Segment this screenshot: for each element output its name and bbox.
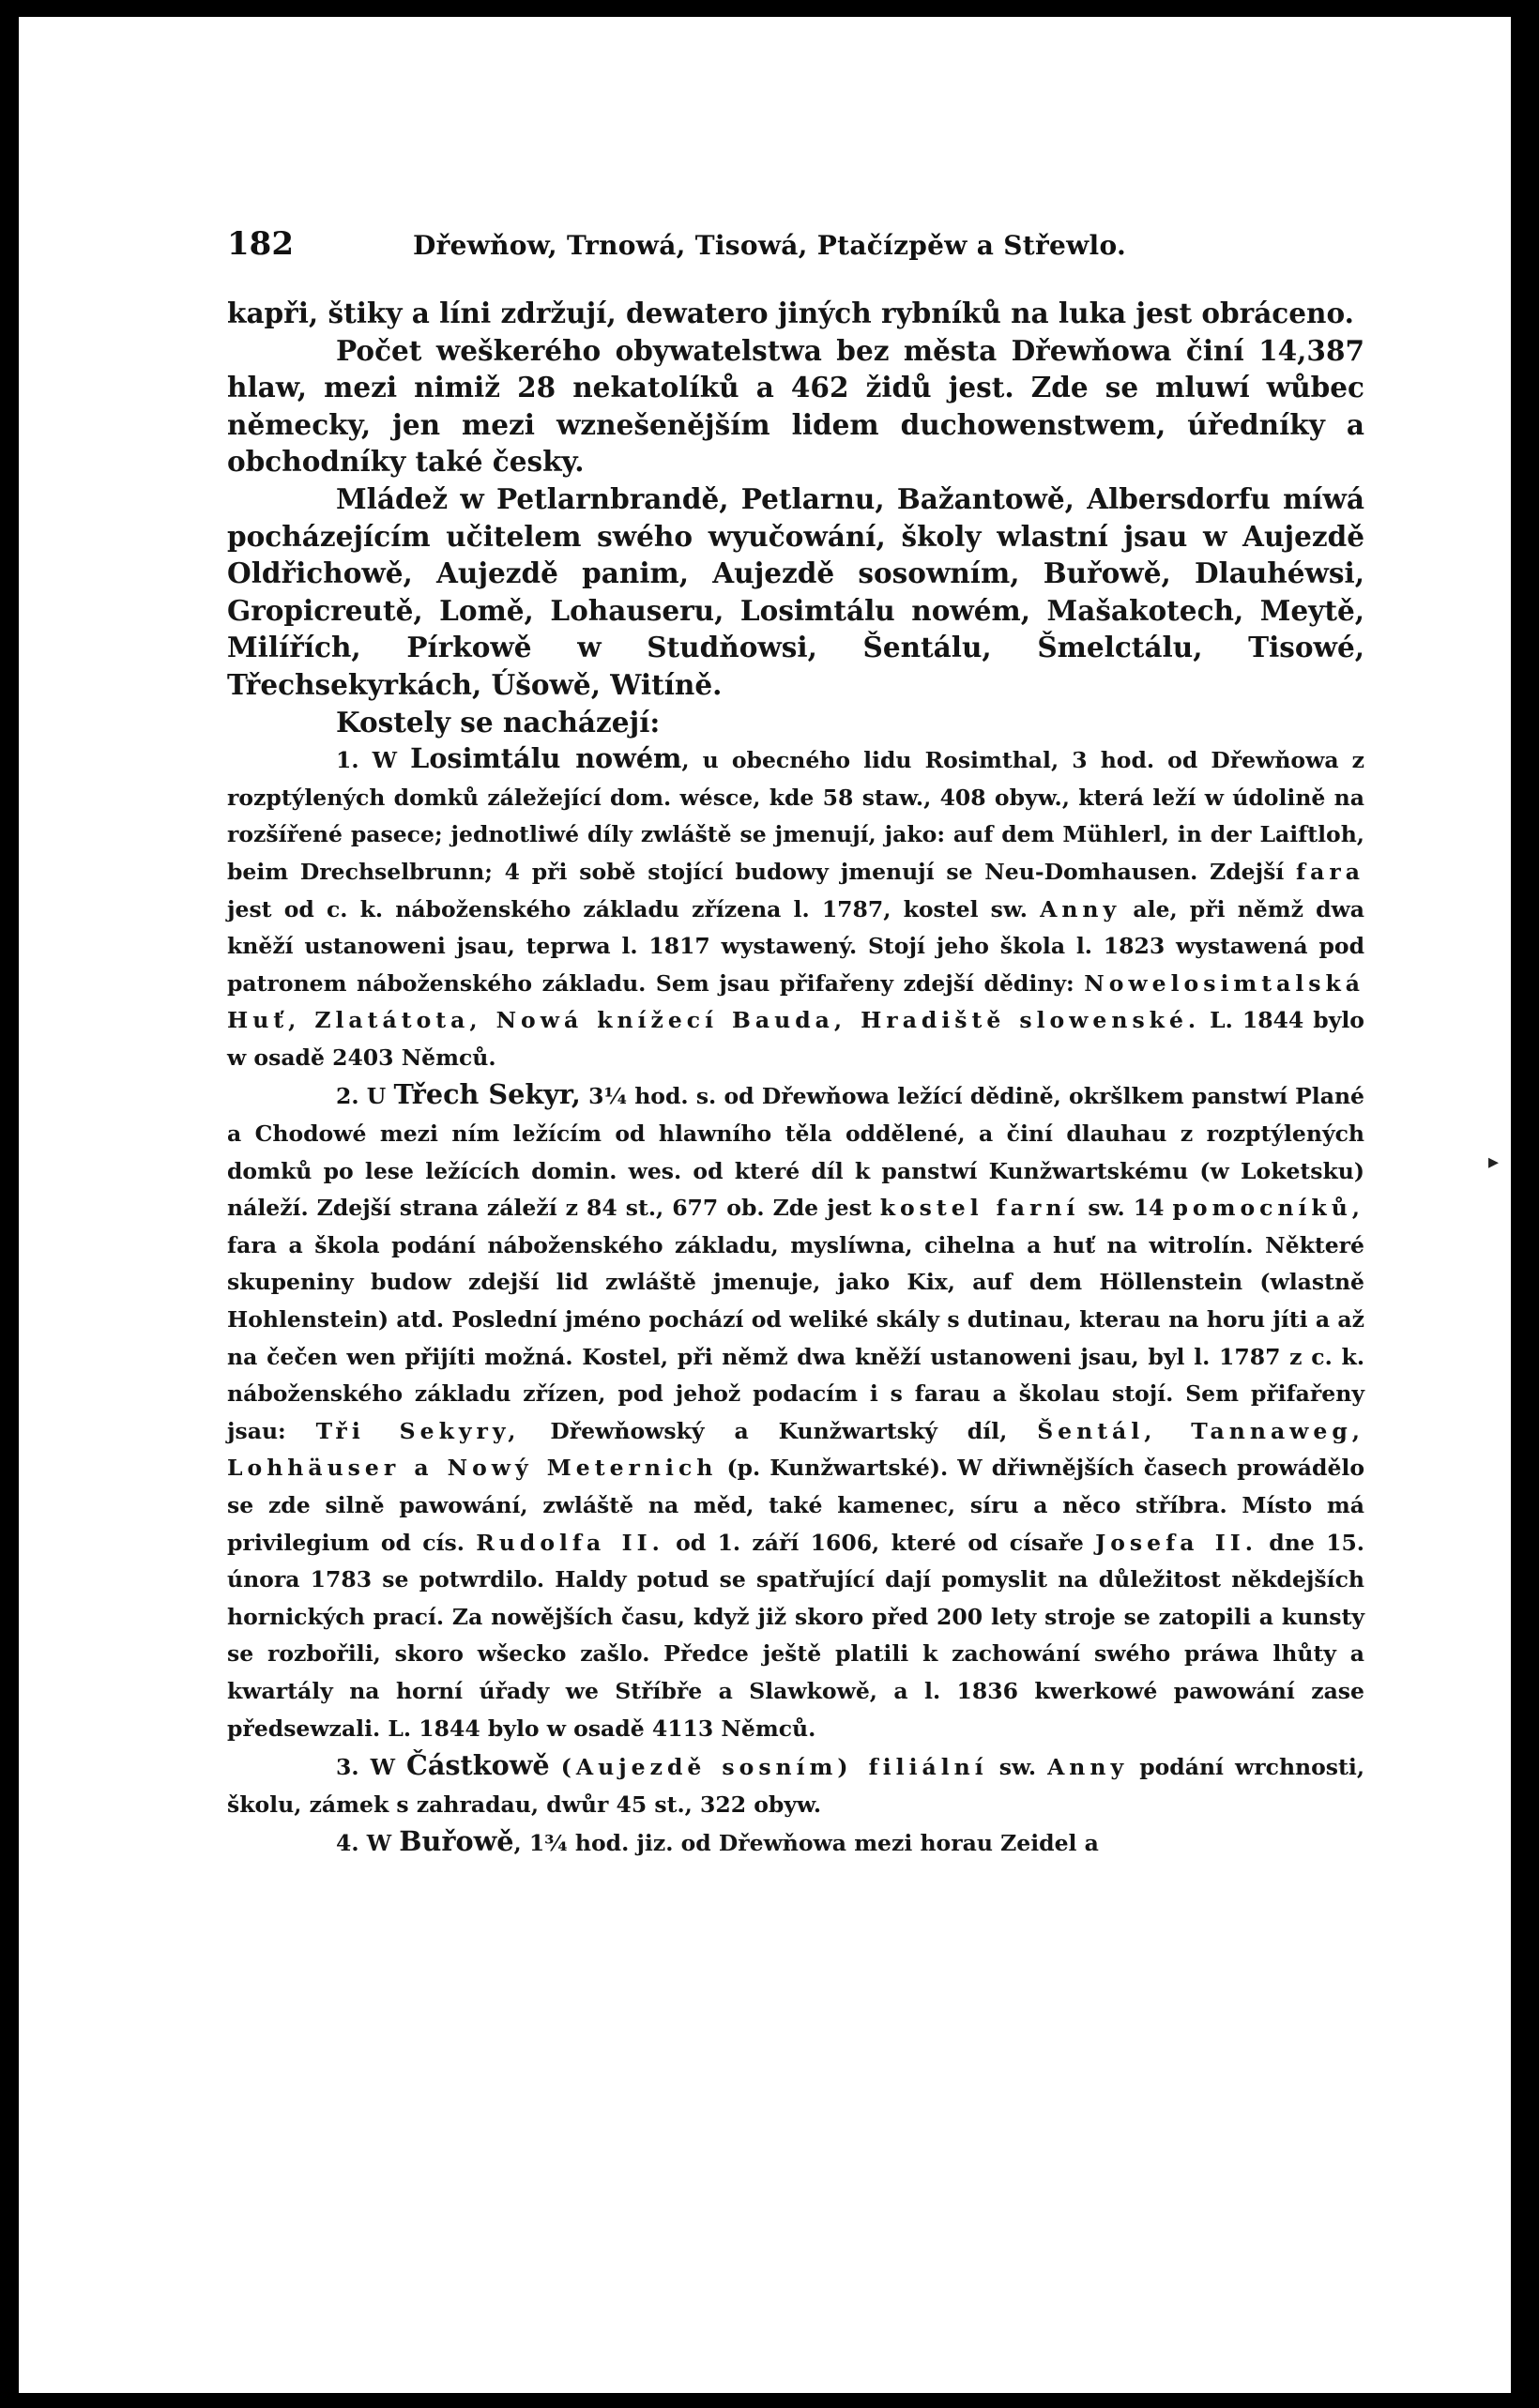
entry-place-name: Částkowě — [406, 1749, 550, 1782]
entry-trech-sekyr — [227, 1076, 1364, 1747]
entry-text: podání wrchnosti, školu, zámek s zahradau, dwůr 45 st., 322 obyw. — [227, 1754, 1364, 1818]
body-text — [227, 295, 1364, 1863]
page-number: 182 — [227, 225, 294, 263]
running-head: Dřewňow, Trnowá, Tisowá, Ptačízpěw a Střewlo. — [413, 230, 1127, 261]
entry-text: Dřewňowský a Kunžwartský díl, — [550, 1417, 1008, 1444]
entry-spaced-text: pomocníků, — [1172, 1195, 1364, 1222]
entry-number: 4. W — [336, 1830, 392, 1857]
entry-text: , 1¾ hod. jiz. od Dřewňowa mezi horau Zeidel a — [513, 1830, 1099, 1857]
margin-mark-icon: ▸ — [1488, 1151, 1500, 1174]
entry-castkowe — [227, 1747, 1364, 1823]
entry-text: sw. — [998, 1754, 1037, 1781]
page-header — [227, 225, 1363, 263]
entry-spaced-text: fara — [1296, 858, 1364, 885]
entry-place-name: Buřowě — [399, 1825, 514, 1858]
entry-spaced-text: Josefa II. — [1095, 1529, 1257, 1556]
entry-text: ale, při němž dwa kněží ustanoweni jsau, teprwa l. 1817 wystawený. Stojí jeho škola l. 1823 wystawená pod patronem náboženského základu. Sem jsau přifařeny zdejší dědiny: — [227, 895, 1364, 997]
entry-spaced-text: Nowelosimtalská Huť, Zlatátota, Nowá knížecí Bauda, Hradiště slowenské. — [227, 969, 1364, 1034]
entry-spaced-text: Tři Sekyry, — [315, 1417, 521, 1444]
entry-text: fara a škola podání náboženského základu, myslíwna, cihelna a huť na witrolín. Některé skupeniny budow zdejší lid zwláště jmenuje, jako Kix, auf dem Höllenstein (wlastně Hohlenstein) atd. Poslední jméno pochází od weliké skály s dutinau, kterau na horu jíti a až na čečen wen přijíti možná. Kostel, při němž dwa kněží ustanoweni jsau, byl l. 1787 z c. k. náboženského základu zřízen, pod jehož podacím i s farau a školau stojí. Sem přifařeny jsau: — [227, 1231, 1364, 1444]
entry-text: od 1. září 1606, které od císaře — [676, 1529, 1084, 1556]
entry-text: 3¼ hod. s. od Dřewňowa ležící dědině, okršlkem panstwí Plané a Chodowé mezi ním ležícím od hlawního těla oddělené, a činí dlauhau z rozptýlených domků po lese ležících domin. wes. od které díl k panstwí Kunžwartskému (w Loketsku) náleží. Zdejší strana záleží z 84 st., 677 ob. Zde jest — [227, 1083, 1364, 1222]
entry-spaced-text: Anny — [1047, 1754, 1129, 1781]
entry-burowe — [227, 1823, 1364, 1863]
entry-place-name: Třech Sekyr, — [393, 1078, 581, 1111]
paragraph-fish-ponds: kapři, štiky a líni zdržují, dewatero jiných rybníků na luka jest obráceno. — [227, 297, 1354, 329]
entry-text: sw. 14 — [1088, 1195, 1165, 1222]
book-page — [19, 17, 1511, 2393]
paragraph-schools: Mládež w Petlarnbrandě, Petlarnu, Bažantowě, Albersdorfu míwá pocházejícím učitelem swého wyučowání, školy wlastní jsau w Aujezdě Oldřichowě, Aujezdě panim, Aujezdě sosowním, Buřowě, Dlauhéwsi, Gropicreutě, Lomě, Lohauseru, Losimtálu nowém, Mašakotech, Meytě, Milířích, Pírkowě w Studňowsi, Šentálu, Šmelctálu, Tisowé, Třechsekyrkách, Úšowě, Witíně. — [227, 481, 1364, 701]
entry-losimtal — [227, 740, 1364, 1076]
paragraph-population: Počet weškerého obywatelstwa bez města Dřewňowa činí 14,387 hlaw, mezi nimiž 28 nekatolíků a 462 židů jest. Zde se mluwí wůbec německy, jen mezi wznešenějším lidem duchowenstwem, úředníky a obchodníky také česky. — [227, 333, 1364, 479]
entry-number: 3. W — [336, 1754, 395, 1781]
entry-text: jest od c. k. náboženského základu zřízena l. 1787, kostel sw. — [227, 895, 1028, 922]
entry-number: 1. W — [336, 747, 398, 774]
entry-text: dne 15. února 1783 se potwrdilo. Haldy potud se spatřující dají pomyslit na důležitost někdejších hornických prací. Za nowějších času, když již skoro před 200 lety stroje se zatopili a kunsty se rozbořili, skoro wšecko zašlo. Předce ještě platili k zachowání swého práwa lhůty a kwartály na horní úřady we Stříbře a Slawkowě, a l. 1836 kwerkowé pawowání zase předsewzali. L. 1844 bylo w osadě 4113 Němců. — [227, 1529, 1364, 1742]
entry-spaced-text: Šentál, Tannaweg, Lohhäuser a Nowý Meternich — [227, 1417, 1364, 1482]
entry-text: L. 1844 bylo w osadě 2403 Němců. — [227, 1007, 1364, 1071]
entry-spaced-text: Anny — [1040, 895, 1121, 922]
churches-heading: Kostely se nacházejí: — [336, 705, 661, 739]
entry-text: (p. Kunžwartské). W dřiwnějších časech prowádělo se zde silně pawowání, zwláště na měd, také kamenec, síru a něco stříbra. Místo má privilegium od cís. — [227, 1455, 1364, 1556]
entry-spaced-text: Rudolfa II. — [476, 1529, 664, 1556]
entry-spaced-text: (Aujezdě sosním) filiální — [560, 1754, 988, 1781]
entry-place-name: Losimtálu nowém — [410, 742, 682, 775]
entry-spaced-text: kostel farní — [879, 1195, 1080, 1222]
entry-number: 2. U — [336, 1083, 387, 1110]
entry-text: , u obecného lidu Rosimthal, 3 hod. od Dřewňowa z rozptýlených domků záležející dom. wésce, kde 58 staw., 408 obyw., která leží w údolině na rozšířené pasece; jednotliwé díly zwláště se jmenují, jako: auf dem Mühlerl, in der Laiftloh, beim Drechselbrunn; 4 při sobě stojící budowy jmenují se Neu-Domhausen. Zdejší — [227, 747, 1365, 885]
